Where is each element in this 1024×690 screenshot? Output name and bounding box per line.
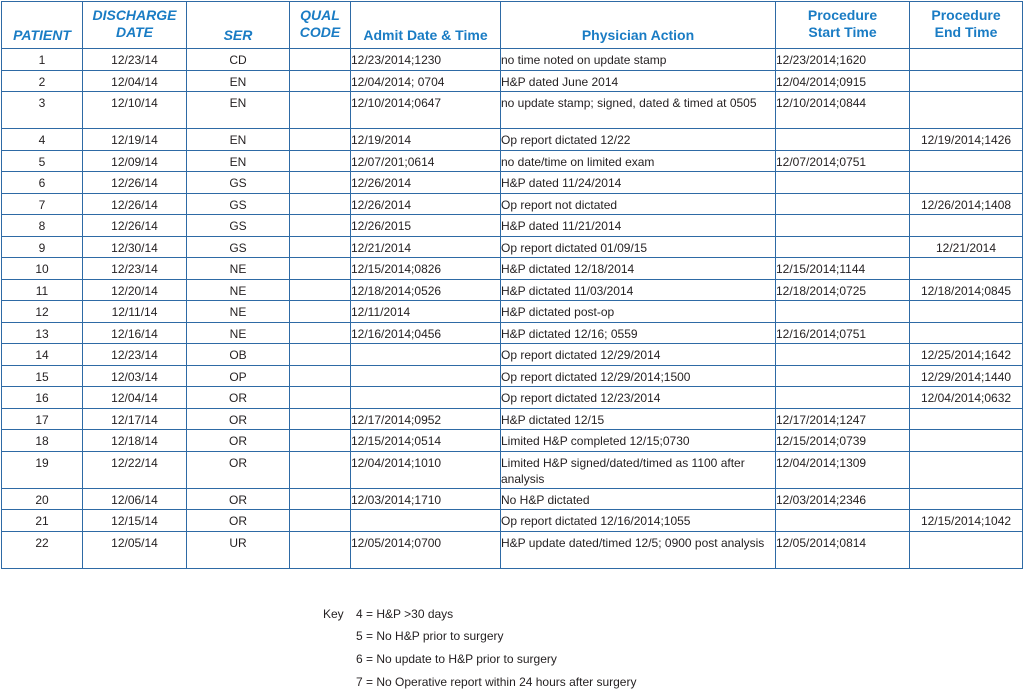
header-qual-line1: QUAL [300, 7, 340, 23]
cell-proc-end [910, 215, 1023, 237]
table-row [2, 430, 1023, 452]
header-qual-code [290, 2, 351, 49]
cell-qual-code [290, 129, 351, 151]
cell-qual-code [290, 387, 351, 409]
cell-ser: GS [187, 236, 290, 258]
cell-discharge-date: 12/18/14 [83, 430, 187, 452]
cell-patient: 4 [2, 129, 83, 151]
cell-ser: GS [187, 193, 290, 215]
cell-physician-action: H&P dictated 11/03/2014 [501, 279, 776, 301]
table-row [2, 215, 1023, 237]
cell-ser: OR [187, 408, 290, 430]
cell-ser: GS [187, 172, 290, 194]
header-row [2, 2, 1023, 49]
cell-admit: 12/16/2014;0456 [351, 322, 501, 344]
cell-proc-start: 12/04/2014;1309 [776, 451, 910, 488]
cell-qual-code [290, 408, 351, 430]
cell-patient: 13 [2, 322, 83, 344]
cell-patient: 2 [2, 70, 83, 92]
table-row [2, 408, 1023, 430]
cell-admit: 12/19/2014 [351, 129, 501, 151]
cell-patient: 15 [2, 365, 83, 387]
cell-proc-start [776, 344, 910, 366]
cell-proc-end [910, 258, 1023, 280]
cell-patient: 3 [2, 92, 83, 129]
cell-admit: 12/04/2014;1010 [351, 451, 501, 488]
header-action-label: Physician Action [581, 27, 695, 43]
cell-proc-start: 12/07/2014;0751 [776, 150, 910, 172]
key-item-4: 4 = H&P >30 days [356, 607, 454, 621]
cell-proc-end [910, 408, 1023, 430]
cell-discharge-date: 12/30/14 [83, 236, 187, 258]
cell-qual-code [290, 70, 351, 92]
cell-proc-start: 12/03/2014;2346 [776, 488, 910, 510]
header-patient-label: PATIENT [13, 27, 71, 43]
header-discharge-line2: DATE [115, 24, 154, 40]
cell-proc-end: 12/19/2014;1426 [910, 129, 1023, 151]
cell-proc-end [910, 488, 1023, 510]
header-action [501, 2, 776, 49]
cell-patient: 9 [2, 236, 83, 258]
cell-qual-code [290, 150, 351, 172]
cell-discharge-date: 12/20/14 [83, 279, 187, 301]
cell-proc-start: 12/15/2014;1144 [776, 258, 910, 280]
table-row [2, 258, 1023, 280]
cell-physician-action: H&P dictated post-op [501, 301, 776, 323]
cell-physician-action: H&P dictated 12/18/2014 [501, 258, 776, 280]
key-item-5: 5 = No H&P prior to surgery [356, 629, 504, 643]
cell-proc-start [776, 193, 910, 215]
table-row [2, 49, 1023, 71]
header-admit [351, 2, 501, 49]
table-row [2, 193, 1023, 215]
cell-qual-code [290, 279, 351, 301]
cell-ser: OR [187, 451, 290, 488]
cell-discharge-date: 12/23/14 [83, 344, 187, 366]
cell-proc-start [776, 365, 910, 387]
cell-patient: 18 [2, 430, 83, 452]
cell-proc-end [910, 172, 1023, 194]
cell-patient: 5 [2, 150, 83, 172]
header-proc-start [776, 2, 910, 49]
cell-qual-code [290, 215, 351, 237]
cell-proc-start: 12/23/2014;1620 [776, 49, 910, 71]
table-row [2, 451, 1023, 488]
cell-patient: 1 [2, 49, 83, 71]
table-row [2, 488, 1023, 510]
cell-physician-action: H&P update dated/timed 12/5; 0900 post analysis [501, 531, 776, 568]
header-proc-start-line2: Start Time [808, 24, 877, 40]
cell-proc-end [910, 301, 1023, 323]
cell-admit: 12/21/2014 [351, 236, 501, 258]
cell-discharge-date: 12/15/14 [83, 510, 187, 532]
cell-physician-action: Op report dictated 12/22 [501, 129, 776, 151]
cell-patient: 21 [2, 510, 83, 532]
cell-discharge-date: 12/26/14 [83, 193, 187, 215]
cell-discharge-date: 12/16/14 [83, 322, 187, 344]
cell-physician-action: No H&P dictated [501, 488, 776, 510]
cell-proc-start: 12/04/2014;0915 [776, 70, 910, 92]
table-body [2, 49, 1023, 569]
cell-discharge-date: 12/05/14 [83, 531, 187, 568]
cell-discharge-date: 12/26/14 [83, 172, 187, 194]
table-row [2, 301, 1023, 323]
header-proc-end [910, 2, 1023, 49]
cell-proc-start: 12/05/2014;0814 [776, 531, 910, 568]
header-proc-end-line2: End Time [934, 24, 998, 40]
cell-admit: 12/23/2014;1230 [351, 49, 501, 71]
table-row [2, 387, 1023, 409]
cell-admit: 12/17/2014;0952 [351, 408, 501, 430]
cell-discharge-date: 12/23/14 [83, 258, 187, 280]
cell-ser: OR [187, 430, 290, 452]
cell-admit: 12/15/2014;0514 [351, 430, 501, 452]
cell-ser: EN [187, 70, 290, 92]
header-proc-start-line1: Procedure [807, 7, 878, 23]
cell-admit: 12/26/2014 [351, 172, 501, 194]
cell-admit: 12/11/2014 [351, 301, 501, 323]
header-admit-label: Admit Date & Time [363, 27, 488, 43]
cell-admit [351, 387, 501, 409]
cell-proc-start [776, 129, 910, 151]
cell-physician-action: H&P dictated 12/15 [501, 408, 776, 430]
cell-admit: 12/15/2014;0826 [351, 258, 501, 280]
cell-physician-action: no update stamp; signed, dated & timed at 0505 [501, 92, 776, 129]
cell-patient: 6 [2, 172, 83, 194]
cell-patient: 10 [2, 258, 83, 280]
cell-discharge-date: 12/17/14 [83, 408, 187, 430]
cell-physician-action: Op report dictated 12/16/2014;1055 [501, 510, 776, 532]
cell-qual-code [290, 531, 351, 568]
cell-discharge-date: 12/09/14 [83, 150, 187, 172]
cell-admit [351, 344, 501, 366]
table-row [2, 129, 1023, 151]
header-proc-end-line1: Procedure [931, 7, 1001, 23]
cell-proc-end: 12/26/2014;1408 [910, 193, 1023, 215]
table-row [2, 70, 1023, 92]
cell-ser: EN [187, 150, 290, 172]
cell-qual-code [290, 236, 351, 258]
cell-physician-action: Limited H&P signed/dated/timed as 1100 after analysis [501, 451, 776, 488]
cell-physician-action: H&P dictated 12/16; 0559 [501, 322, 776, 344]
header-discharge-line1: DISCHARGE [92, 7, 177, 23]
cell-patient: 12 [2, 301, 83, 323]
cell-proc-start [776, 510, 910, 532]
cell-qual-code [290, 344, 351, 366]
table-row [2, 365, 1023, 387]
cell-proc-start: 12/15/2014;0739 [776, 430, 910, 452]
cell-discharge-date: 12/11/14 [83, 301, 187, 323]
cell-physician-action: H&P dated 11/24/2014 [501, 172, 776, 194]
cell-proc-end [910, 92, 1023, 129]
cell-discharge-date: 12/06/14 [83, 488, 187, 510]
cell-patient: 11 [2, 279, 83, 301]
cell-patient: 20 [2, 488, 83, 510]
cell-physician-action: Op report dictated 12/23/2014 [501, 387, 776, 409]
table-row [2, 510, 1023, 532]
cell-qual-code [290, 322, 351, 344]
cell-discharge-date: 12/23/14 [83, 49, 187, 71]
cell-patient: 17 [2, 408, 83, 430]
cell-patient: 16 [2, 387, 83, 409]
cell-qual-code [290, 365, 351, 387]
cell-physician-action: Op report not dictated [501, 193, 776, 215]
cell-qual-code [290, 258, 351, 280]
cell-proc-start: 12/10/2014;0844 [776, 92, 910, 129]
table-row [2, 531, 1023, 568]
cell-proc-start [776, 172, 910, 194]
key-item-6: 6 = No update to H&P prior to surgery [356, 652, 557, 666]
cell-ser: NE [187, 258, 290, 280]
cell-qual-code [290, 488, 351, 510]
table-row [2, 279, 1023, 301]
cell-physician-action: no time noted on update stamp [501, 49, 776, 71]
cell-patient: 8 [2, 215, 83, 237]
key-label: Key [323, 607, 344, 621]
cell-ser: NE [187, 322, 290, 344]
cell-physician-action: no date/time on limited exam [501, 150, 776, 172]
cell-proc-start [776, 301, 910, 323]
cell-admit: 12/07/201;0614 [351, 150, 501, 172]
header-ser-label: SER [223, 27, 253, 43]
cell-qual-code [290, 49, 351, 71]
header-qual-line2: CODE [299, 24, 341, 40]
cell-proc-end [910, 531, 1023, 568]
cell-admit: 12/04/2014; 0704 [351, 70, 501, 92]
table-row [2, 172, 1023, 194]
cell-qual-code [290, 193, 351, 215]
cell-proc-start: 12/17/2014;1247 [776, 408, 910, 430]
cell-admit: 12/10/2014;0647 [351, 92, 501, 129]
cell-proc-end: 12/25/2014;1642 [910, 344, 1023, 366]
cell-ser: GS [187, 215, 290, 237]
cell-proc-start: 12/18/2014;0725 [776, 279, 910, 301]
cell-patient: 7 [2, 193, 83, 215]
cell-ser: EN [187, 92, 290, 129]
header-discharge-date [83, 2, 187, 49]
table-row [2, 344, 1023, 366]
cell-physician-action: H&P dated June 2014 [501, 70, 776, 92]
cell-patient: 22 [2, 531, 83, 568]
cell-proc-end [910, 430, 1023, 452]
cell-proc-start [776, 236, 910, 258]
cell-ser: NE [187, 279, 290, 301]
cell-ser: OR [187, 510, 290, 532]
cell-admit [351, 510, 501, 532]
cell-admit: 12/26/2015 [351, 215, 501, 237]
cell-discharge-date: 12/10/14 [83, 92, 187, 129]
cell-ser: UR [187, 531, 290, 568]
cell-qual-code [290, 451, 351, 488]
cell-qual-code [290, 92, 351, 129]
cell-qual-code [290, 430, 351, 452]
cell-patient: 14 [2, 344, 83, 366]
cell-proc-start [776, 387, 910, 409]
cell-ser: NE [187, 301, 290, 323]
cell-discharge-date: 12/03/14 [83, 365, 187, 387]
cell-ser: OP [187, 365, 290, 387]
cell-proc-end [910, 49, 1023, 71]
table-row [2, 236, 1023, 258]
cell-proc-end: 12/15/2014;1042 [910, 510, 1023, 532]
header-ser [187, 2, 290, 49]
cell-physician-action: Op report dictated 12/29/2014 [501, 344, 776, 366]
cell-ser: CD [187, 49, 290, 71]
cell-physician-action: Limited H&P completed 12/15;0730 [501, 430, 776, 452]
cell-proc-end [910, 150, 1023, 172]
cell-proc-end [910, 70, 1023, 92]
cell-proc-end: 12/21/2014 [910, 236, 1023, 258]
cell-proc-end: 12/18/2014;0845 [910, 279, 1023, 301]
cell-proc-end [910, 451, 1023, 488]
cell-discharge-date: 12/19/14 [83, 129, 187, 151]
cell-discharge-date: 12/04/14 [83, 70, 187, 92]
cell-physician-action: Op report dictated 12/29/2014;1500 [501, 365, 776, 387]
table-row [2, 92, 1023, 129]
cell-admit: 12/26/2014 [351, 193, 501, 215]
cell-qual-code [290, 510, 351, 532]
cell-qual-code [290, 172, 351, 194]
header-patient [2, 2, 83, 49]
cell-discharge-date: 12/04/14 [83, 387, 187, 409]
cell-discharge-date: 12/22/14 [83, 451, 187, 488]
cell-qual-code [290, 301, 351, 323]
patient-audit-table [1, 1, 1023, 569]
cell-ser: OR [187, 488, 290, 510]
cell-admit: 12/03/2014;1710 [351, 488, 501, 510]
cell-ser: EN [187, 129, 290, 151]
cell-proc-start [776, 215, 910, 237]
cell-ser: OB [187, 344, 290, 366]
cell-physician-action: H&P dated 11/21/2014 [501, 215, 776, 237]
cell-patient: 19 [2, 451, 83, 488]
cell-physician-action: Op report dictated 01/09/15 [501, 236, 776, 258]
cell-proc-end [910, 322, 1023, 344]
cell-admit: 12/05/2014;0700 [351, 531, 501, 568]
table-row [2, 150, 1023, 172]
cell-discharge-date: 12/26/14 [83, 215, 187, 237]
key-item-7: 7 = No Operative report within 24 hours after surgery [356, 675, 637, 689]
cell-proc-end: 12/29/2014;1440 [910, 365, 1023, 387]
table-row [2, 322, 1023, 344]
cell-proc-start: 12/16/2014;0751 [776, 322, 910, 344]
cell-admit: 12/18/2014;0526 [351, 279, 501, 301]
cell-ser: OR [187, 387, 290, 409]
cell-admit [351, 365, 501, 387]
cell-proc-end: 12/04/2014;0632 [910, 387, 1023, 409]
